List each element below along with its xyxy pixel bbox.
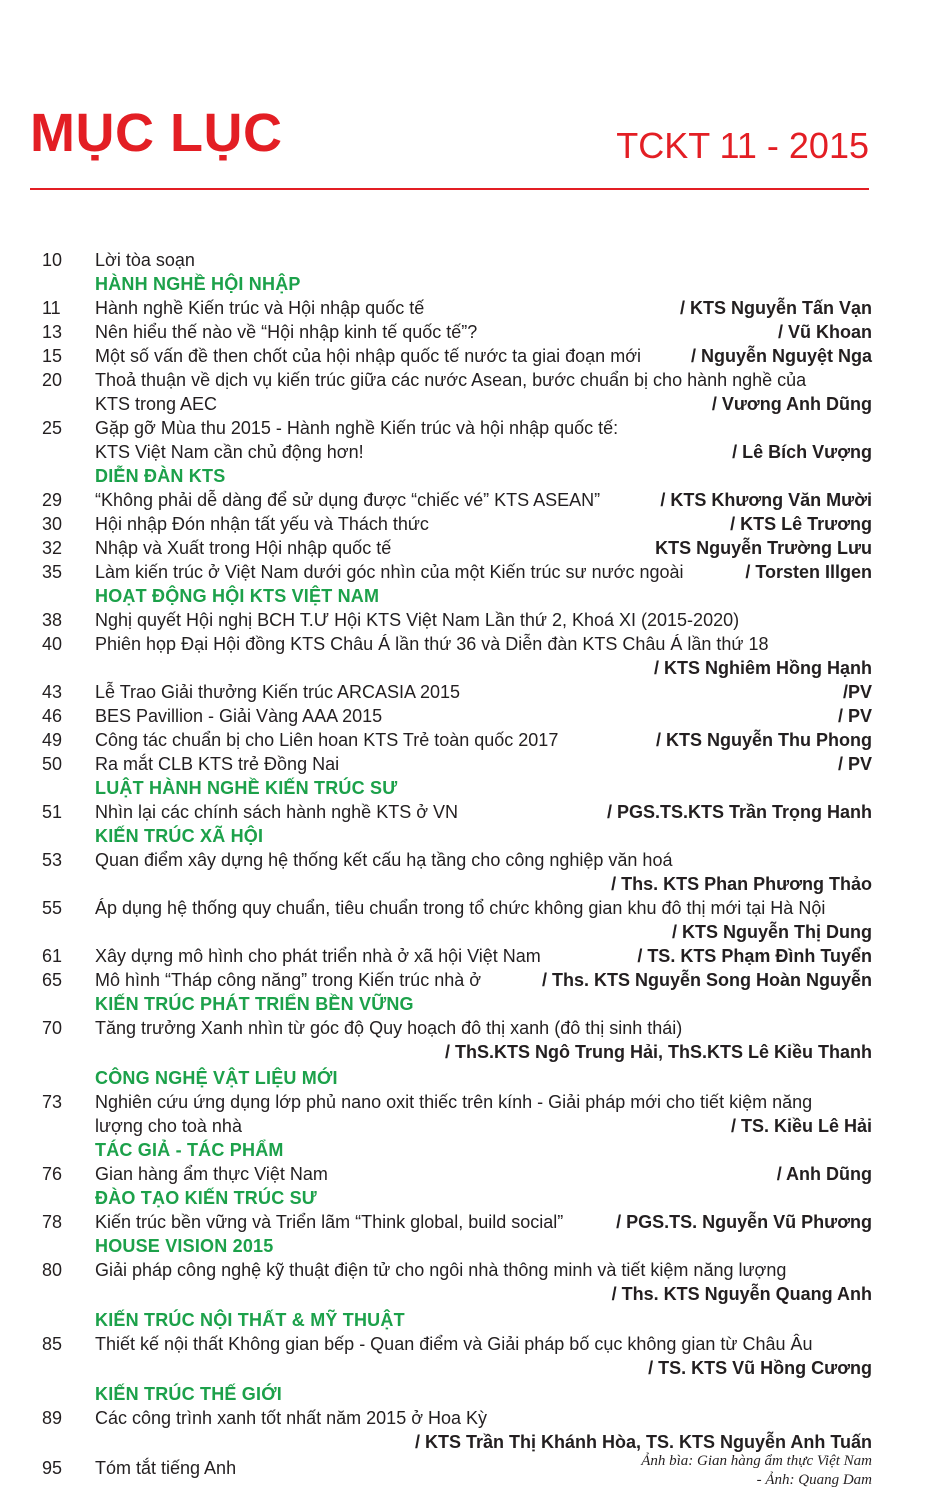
toc-entry — [0, 968, 933, 992]
page-number: 65 — [42, 970, 63, 990]
article-title: Nghiên cứu ứng dụng lớp phủ nano oxit thiếc trên kính - Giải pháp mới cho tiết kiệm năng — [95, 1092, 813, 1112]
section-title: DIỄN ĐÀN KTS — [95, 466, 226, 486]
page-number: 70 — [42, 1018, 63, 1038]
article-title: Nghị quyết Hội nghị BCH T.Ư Hội KTS Việt Nam Lần thứ 2, Khoá XI (2015-2020) — [95, 610, 740, 630]
article-title: KTS Việt Nam cần chủ động hơn! — [95, 442, 364, 462]
section-title: LUẬT HÀNH NGHỀ KIẾN TRÚC SƯ — [95, 778, 398, 798]
toc-entry — [0, 848, 933, 872]
article-author: / Vương Anh Dũng — [711, 394, 872, 414]
toc-entry — [0, 440, 933, 464]
toc-entry — [0, 608, 933, 632]
page-number: 10 — [42, 250, 63, 270]
page-number: 80 — [42, 1260, 63, 1280]
section-title: HOẠT ĐỘNG HỘI KTS VIỆT NAM — [95, 586, 380, 606]
section-title: KIẾN TRÚC PHÁT TRIỂN BỀN VỮNG — [95, 994, 414, 1014]
section-title: KIẾN TRÚC NỘI THẤT & MỸ THUẬT — [95, 1310, 405, 1330]
article-author: / Vũ Khoan — [778, 322, 872, 342]
toc-entry — [0, 728, 933, 752]
toc-entry — [0, 1040, 933, 1064]
cover-credit-photographer: - Ảnh: Quang Dam — [756, 1472, 872, 1488]
cover-credit — [641, 1452, 872, 1490]
section-title: HÀNH NGHỀ HỘI NHẬP — [95, 274, 301, 294]
article-title: BES Pavillion - Giải Vàng AAA 2015 — [95, 706, 383, 726]
section-title: TÁC GIẢ - TÁC PHẨM — [95, 1140, 284, 1160]
article-title: Xây dựng mô hình cho phát triển nhà ở xã hội Việt Nam — [95, 946, 541, 966]
toc-entry — [0, 488, 933, 512]
article-title: Tóm tắt tiếng Anh — [95, 1458, 237, 1478]
article-author: / Ths. KTS Nguyễn Quang Anh — [611, 1284, 872, 1304]
article-author: / TS. Kiều Lê Hải — [730, 1116, 872, 1136]
article-title: Các công trình xanh tốt nhất năm 2015 ở Hoa Kỳ — [95, 1408, 488, 1428]
article-title: Lời tòa soạn — [95, 250, 195, 270]
toc-entry — [0, 632, 933, 656]
toc-entry — [0, 752, 933, 776]
toc-entry — [0, 872, 933, 896]
section-title: KIẾN TRÚC XÃ HỘI — [95, 826, 264, 846]
toc-entry — [0, 536, 933, 560]
article-title: KTS trong AEC — [95, 394, 218, 414]
article-title: Phiên họp Đại Hội đồng KTS Châu Á lần thứ 36 và Diễn đàn KTS Châu Á lần thứ 18 — [95, 634, 769, 654]
page-title: MỤC LỤC — [30, 103, 283, 163]
page-number: 95 — [42, 1458, 63, 1478]
page-number: 76 — [42, 1164, 63, 1184]
toc-entry — [0, 920, 933, 944]
article-title: Mô hình “Tháp công năng” trong Kiến trúc nhà ở — [95, 970, 482, 990]
section-heading — [0, 1066, 933, 1090]
toc-entry — [0, 296, 933, 320]
page-number: 13 — [42, 322, 63, 342]
page-number: 85 — [42, 1334, 63, 1354]
article-title: Một số vấn đề then chốt của hội nhập quốc tế nước ta giai đoạn mới — [95, 346, 641, 366]
article-author: KTS Nguyễn Trường Lưu — [655, 538, 872, 558]
section-heading — [0, 824, 933, 848]
toc-entry — [0, 1356, 933, 1380]
page-number: 51 — [42, 802, 63, 822]
article-author: / KTS Khương Văn Mười — [660, 490, 872, 510]
article-title: Kiến trúc bền vững và Triển lãm “Think global, build social” — [95, 1212, 564, 1232]
page-number: 50 — [42, 754, 63, 774]
article-author: / PV — [837, 706, 872, 726]
page-number: 49 — [42, 730, 63, 750]
article-title: Hành nghề Kiến trúc và Hội nhập quốc tế — [95, 298, 425, 318]
page-number: 61 — [42, 946, 63, 966]
toc-entry — [0, 248, 933, 272]
section-heading — [0, 584, 933, 608]
page-number: 89 — [42, 1408, 63, 1428]
section-heading — [0, 1234, 933, 1258]
toc-entry — [0, 320, 933, 344]
section-heading — [0, 1308, 933, 1332]
toc-entry — [0, 1258, 933, 1282]
article-author: / KTS Trần Thị Khánh Hòa, TS. KTS Nguyễn Anh Tuấn — [414, 1432, 872, 1452]
page-number: 35 — [42, 562, 63, 582]
section-heading — [0, 992, 933, 1016]
section-heading — [0, 776, 933, 800]
article-title: lượng cho toà nhà — [95, 1116, 242, 1136]
article-author: / KTS Nguyễn Thị Dung — [672, 922, 872, 942]
toc-entry — [0, 1332, 933, 1356]
page-number: 43 — [42, 682, 63, 702]
article-title: Làm kiến trúc ở Việt Nam dưới góc nhìn của một Kiến trúc sư nước ngoài — [95, 562, 684, 582]
article-author: / KTS Nguyễn Tấn Vạn — [679, 298, 872, 318]
article-title: Gặp gỡ Mùa thu 2015 - Hành nghề Kiến trúc và hội nhập quốc tế: — [95, 418, 619, 438]
article-title: Quan điểm xây dựng hệ thống kết cấu hạ tầng cho công nghiệp văn hoá — [95, 850, 673, 870]
toc-entry — [0, 416, 933, 440]
section-heading — [0, 272, 933, 296]
article-author: / TS. KTS Phạm Đình Tuyển — [637, 946, 872, 966]
article-author: / KTS Nghiêm Hồng Hạnh — [654, 658, 872, 678]
section-title: KIẾN TRÚC THẾ GIỚI — [95, 1384, 282, 1404]
section-heading — [0, 1382, 933, 1406]
section-title: HOUSE VISION 2015 — [95, 1236, 274, 1256]
toc-entry — [0, 344, 933, 368]
page-number: 46 — [42, 706, 63, 726]
article-title: Lễ Trao Giải thưởng Kiến trúc ARCASIA 2015 — [95, 682, 461, 702]
article-title: Nhìn lại các chính sách hành nghề KTS ở VN — [95, 802, 459, 822]
article-title: Giải pháp công nghệ kỹ thuật điện tử cho ngôi nhà thông minh và tiết kiệm năng lượng — [95, 1260, 787, 1280]
article-author: / PGS.TS.KTS Trần Trọng Hanh — [606, 802, 872, 822]
page-number: 78 — [42, 1212, 63, 1232]
article-author: / Nguyễn Nguyệt Nga — [690, 346, 872, 366]
cover-credit-caption: Ảnh bìa: Gian hàng ẩm thực Việt Nam — [641, 1453, 872, 1469]
toc-entry — [0, 896, 933, 920]
page-number: 32 — [42, 538, 63, 558]
toc-entry — [0, 392, 933, 416]
toc-entry — [0, 800, 933, 824]
section-heading — [0, 464, 933, 488]
article-title: Nhập và Xuất trong Hội nhập quốc tế — [95, 538, 392, 558]
article-author: / KTS Nguyễn Thu Phong — [656, 730, 872, 750]
page-number: 73 — [42, 1092, 63, 1112]
article-author: / PV — [837, 754, 872, 774]
article-author: / Anh Dũng — [776, 1164, 872, 1184]
toc-entry — [0, 1114, 933, 1138]
article-author: / Torsten Illgen — [745, 562, 872, 582]
page-number: 20 — [42, 370, 63, 390]
page-number: 38 — [42, 610, 63, 630]
article-author: / Ths. KTS Nguyễn Song Hoàn Nguyễn — [541, 970, 872, 990]
page-number: 30 — [42, 514, 63, 534]
article-author: / TS. KTS Vũ Hồng Cương — [648, 1358, 872, 1378]
article-title: Nên hiểu thế nào về “Hội nhập kinh tế quốc tế”? — [95, 322, 478, 342]
toc-entry — [0, 560, 933, 584]
toc-entry — [0, 1016, 933, 1040]
toc-entry — [0, 1430, 933, 1454]
toc-entry — [0, 512, 933, 536]
article-author: / KTS Lê Trương — [730, 514, 872, 534]
article-title: Công tác chuẩn bị cho Liên hoan KTS Trẻ toàn quốc 2017 — [95, 730, 559, 750]
toc-entry — [0, 1406, 933, 1430]
article-title: Áp dụng hệ thống quy chuẩn, tiêu chuẩn trong tổ chức không gian khu đô thị mới tại Hà Nội — [95, 898, 826, 918]
article-author: / Ths. KTS Phan Phương Thảo — [611, 874, 872, 894]
issue-label: TCKT 11 - 2015 — [616, 125, 869, 166]
page-number: 40 — [42, 634, 63, 654]
toc-entry — [0, 944, 933, 968]
toc-entry — [0, 680, 933, 704]
article-author: / ThS.KTS Ngô Trung Hải, ThS.KTS Lê Kiều Thanh — [445, 1042, 872, 1062]
toc-entry — [0, 1210, 933, 1234]
article-title: Thiết kế nội thất Không gian bếp - Quan điểm và Giải pháp bố cục không gian từ Châu Âu — [95, 1334, 813, 1354]
page-number: 11 — [42, 298, 61, 318]
toc-entry — [0, 656, 933, 680]
page-number: 55 — [42, 898, 63, 918]
article-title: Ra mắt CLB KTS trẻ Đồng Nai — [95, 754, 340, 774]
article-author: / Lê Bích Vượng — [732, 442, 872, 462]
page-number: 29 — [42, 490, 63, 510]
section-title: ĐÀO TẠO KIẾN TRÚC SƯ — [95, 1188, 317, 1208]
toc-entry — [0, 704, 933, 728]
section-heading — [0, 1138, 933, 1162]
toc-entry — [0, 368, 933, 392]
toc-entry — [0, 1282, 933, 1306]
article-title: Thoả thuận về dịch vụ kiến trúc giữa các nước Asean, bước chuẩn bị cho hành nghề của — [95, 370, 807, 390]
table-of-contents — [0, 248, 933, 1480]
article-author: /PV — [842, 682, 872, 702]
toc-entry — [0, 1162, 933, 1186]
page-number: 53 — [42, 850, 63, 870]
article-title: Gian hàng ẩm thực Việt Nam — [95, 1164, 328, 1184]
page-number: 25 — [42, 418, 63, 438]
section-heading — [0, 1186, 933, 1210]
article-title: Hội nhập Đón nhận tất yếu và Thách thức — [95, 514, 429, 534]
header-divider — [30, 188, 869, 190]
article-author: / PGS.TS. Nguyễn Vũ Phương — [616, 1212, 872, 1232]
section-title: CÔNG NGHỆ VẬT LIỆU MỚI — [95, 1068, 338, 1088]
article-title: “Không phải dễ dàng để sử dụng được “chiếc vé” KTS ASEAN” — [95, 490, 601, 510]
article-title: Tăng trưởng Xanh nhìn từ góc độ Quy hoạch đô thị xanh (đô thị sinh thái) — [95, 1018, 683, 1038]
page-number: 15 — [42, 346, 63, 366]
toc-entry — [0, 1090, 933, 1114]
